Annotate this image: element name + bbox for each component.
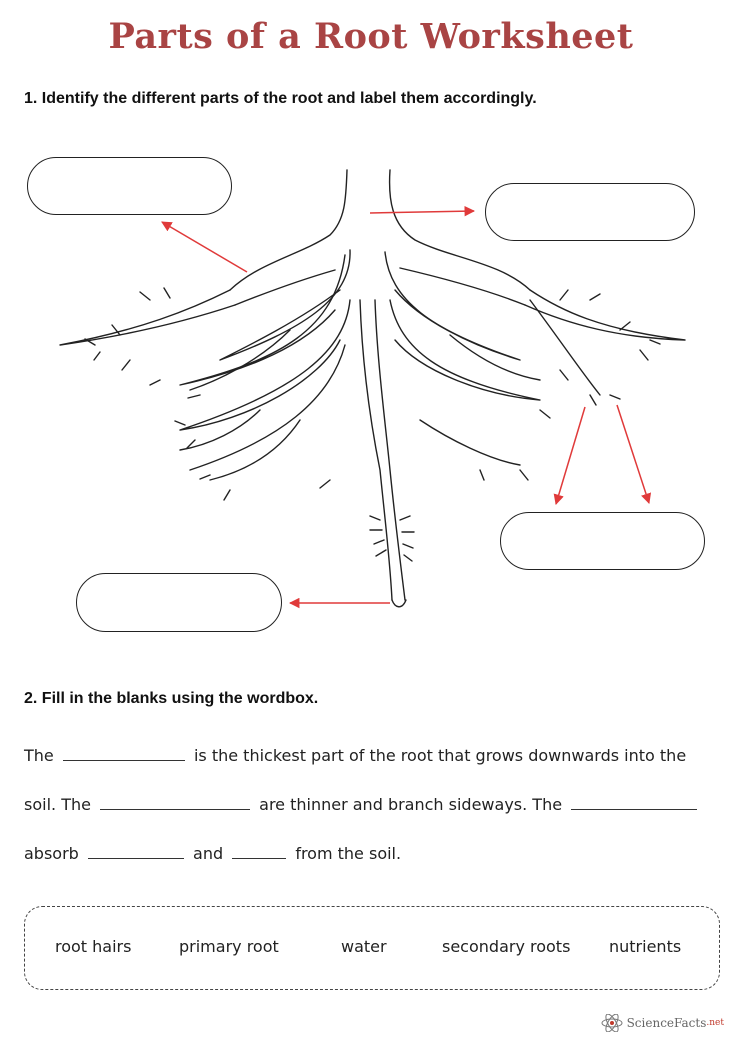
- word-secondary-roots: secondary roots: [442, 937, 571, 956]
- word-nutrients: nutrients: [609, 937, 682, 956]
- right-upper-root: [525, 290, 685, 340]
- blank-4[interactable]: [88, 844, 184, 859]
- text-segment: soil. The: [24, 795, 91, 814]
- question-1: 1. Identify the different parts of the root and label them accordingly.: [24, 90, 537, 107]
- left-lower-root: [180, 300, 350, 430]
- blank-5[interactable]: [232, 844, 286, 859]
- text-segment: The: [24, 746, 54, 765]
- logo-text: ScienceFacts: [626, 1016, 707, 1030]
- blank-3[interactable]: [571, 795, 697, 810]
- arrow-to-right-box-2: [617, 405, 649, 503]
- label-box-secondary-root[interactable]: [485, 183, 695, 241]
- wordbox: [24, 906, 720, 990]
- sciencefacts-logo: [601, 1014, 724, 1032]
- text-segment: are thinner and branch sideways. The: [259, 795, 563, 814]
- text-segment: is the thickest part of the root that grows downwards into the: [193, 746, 687, 765]
- text-segment: and: [193, 844, 224, 863]
- paragraph-line-3: [24, 844, 724, 863]
- primary-root-left: [360, 300, 392, 600]
- blank-2[interactable]: [100, 795, 250, 810]
- label-box-stem[interactable]: [27, 157, 232, 215]
- blank-1[interactable]: [63, 746, 185, 761]
- label-box-primary-root[interactable]: [76, 573, 282, 632]
- label-box-root-hairs[interactable]: [500, 512, 705, 570]
- logo-suffix: .net: [706, 1018, 724, 1028]
- word-primary-root: primary root: [179, 937, 279, 956]
- text-segment: from the soil.: [295, 844, 402, 863]
- primary-root-right: [375, 300, 405, 600]
- right-mid-root: [385, 252, 520, 360]
- right-lower-root: [390, 300, 540, 400]
- word-root-hairs: root hairs: [55, 937, 132, 956]
- arrow-to-top-left-box: [162, 222, 247, 272]
- arrow-to-top-right-box: [370, 211, 474, 213]
- arrow-to-right-box-1: [556, 407, 585, 504]
- text-segment: absorb: [24, 844, 79, 863]
- paragraph-line-2: [24, 795, 724, 814]
- paragraph-line-1: [24, 746, 724, 765]
- root-cap: [392, 600, 406, 607]
- question-2: 2. Fill in the blanks using the wordbox.: [24, 690, 319, 707]
- word-water: water: [341, 937, 387, 956]
- atom-icon: [601, 1014, 623, 1032]
- page-title: Parts of a Root Worksheet: [108, 16, 634, 57]
- left-mid-root: [220, 250, 350, 360]
